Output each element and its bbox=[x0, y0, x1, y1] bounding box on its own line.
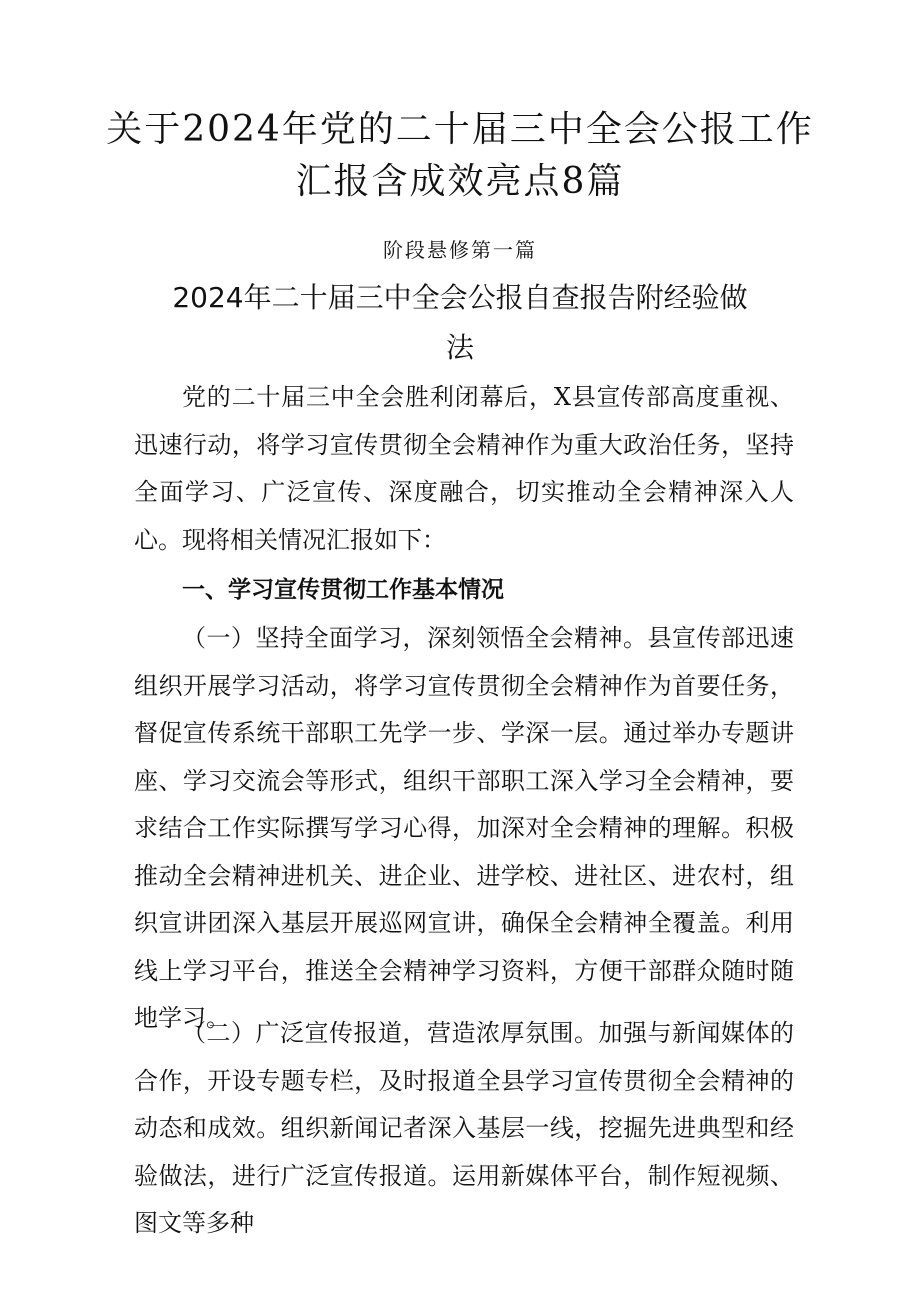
part-label: 阶段悬修第一篇 bbox=[383, 238, 537, 262]
paragraph-publicity: （二）广泛宣传报道，营造浓厚氛围。加强与新闻媒体的合作，开设专题专栏，及时报道全县学习宣传贯彻全会精神的动态和成效。组织新闻记者深入基层一线，挖掘先进典型和经验做法，进行广泛宣传报道。运用新媒体平台，制作短视频、图文等多种 bbox=[134, 1019, 794, 1237]
section-heading-1: 一、学习宣传贯彻工作基本情况 bbox=[182, 577, 504, 603]
sub-title-line-1: 2024年二十届三中全会公报自查报告附经验做 bbox=[172, 281, 748, 314]
paragraph-study: （一）坚持全面学习，深刻领悟全会精神。县宣传部迅速组织开展学习活动，将学习宣传贯彻全会精神作为首要任务，督促宣传系统干部职工先学一步、学深一层。通过举办专题讲座、学习交流会等形式，组织干部职工深入学习全会精神，要求结合工作实际撰写学习心得，加深对全会精神的理解。积极推动全会精神进机关、进企业、进学校、进社区、进农村，组织宣讲团深入基层开展巡网宣讲，确保全会精神全覆盖。利用线上学习平台，推送全会精神学习资料，方便干部群众随时随地学习。 bbox=[134, 624, 794, 1032]
sub-title-line-2: 法 bbox=[445, 331, 474, 364]
document-title-line-1: 关于2024年党的二十届三中全会公报工作 bbox=[106, 109, 814, 150]
paragraph-intro: 党的二十届三中全会胜利闭幕后，X县宣传部高度重视、迅速行动，将学习宣传贯彻全会精神作为重大政治任务，坚持全面学习、广泛宣传、深度融合，切实推动全会精神深入人心。现将相关情况汇报如下： bbox=[134, 383, 794, 554]
document-title-line-2: 汇报含成效亮点8篇 bbox=[295, 161, 625, 202]
